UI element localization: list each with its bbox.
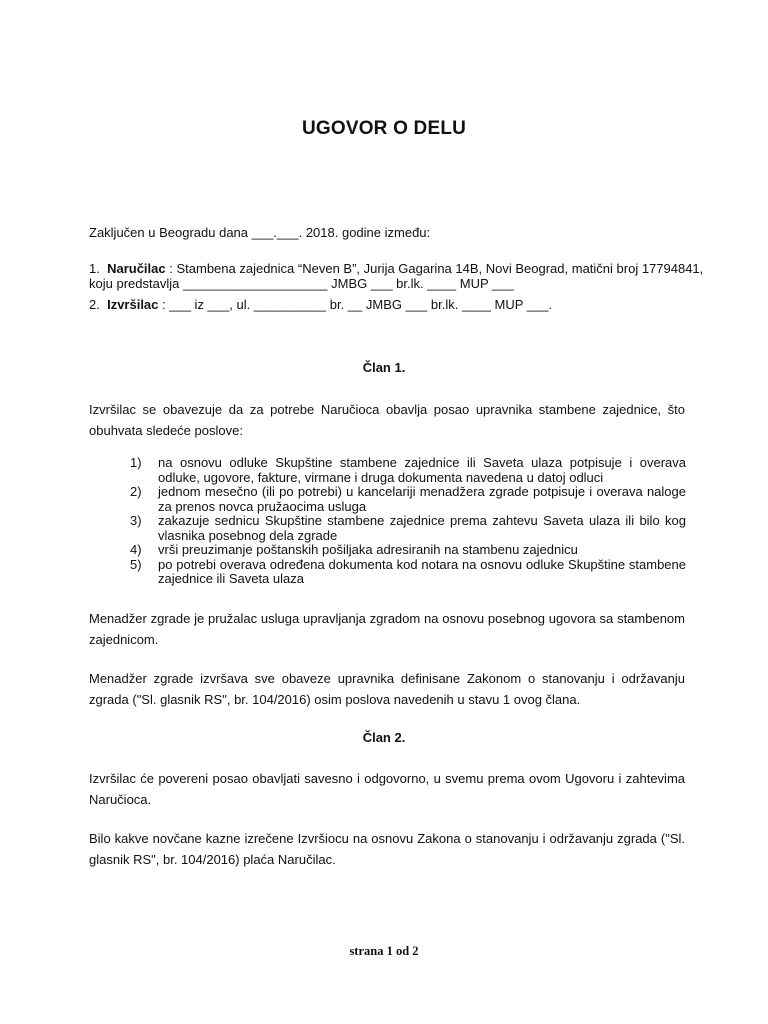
list-item-number: 3) <box>130 513 142 528</box>
article-2-paragraph-2: Bilo kakve novčane kazne izrečene Izvršiocu na osnovu Zakona o stanovanju i održavanju zgrada ("Sl. glasnik RS", br. 104/2016) plaća Naručilac. <box>89 831 685 867</box>
duties-list <box>130 456 686 587</box>
article-1-paragraph-2: Menadžer zgrade je pružalac usluga upravljanja zgradom na osnovu posebnog ugovora sa stambenom zajednicom. <box>89 611 685 647</box>
article-1-paragraph-3: Menadžer zgrade izvršava sve obaveze upravnika definisane Zakonom o stanovanju i održavanju zgrada ("Sl. glasnik RS", br. 104/2016) osim poslova navedenih u stavu 1 ovog člana. <box>89 671 685 707</box>
party-2-number: 2. <box>89 297 100 312</box>
party-1-representative: koju predstavlja ____________________ JMBG ___ br.lk. ____ MUP ___ <box>89 276 514 291</box>
list-item-text: po potrebi overava određena dokumenta kod notara na osnovu odluke Skupštine stambene zajednice ili Saveta ulaza <box>158 556 686 586</box>
party-1-text: : Stambena zajednica “Neven B”, Jurija Gagarina 14B, Novi Beograd, matični broj 17794841, <box>169 261 704 276</box>
list-item <box>130 514 686 543</box>
list-item-number: 5) <box>130 556 142 572</box>
party-1-line <box>89 261 703 276</box>
party-1-number: 1. <box>89 261 100 276</box>
list-item <box>130 456 686 485</box>
list-item-number: 4) <box>130 542 142 557</box>
party-2-line <box>89 297 552 312</box>
article-2-paragraph-1: Izvršilac će povereni posao obavljati savesno i odgovorno, u svemu prema ovom Ugovoru i zahtevima Naručioca. <box>89 771 685 807</box>
party-2-label: Izvršilac <box>107 297 159 312</box>
article-1-heading: Član 1. <box>362 360 406 375</box>
intro-line: Zaključen u Beogradu dana ___.___. 2018. godine između: <box>89 225 431 240</box>
list-item <box>130 543 686 558</box>
article-2-heading: Član 2. <box>362 730 406 745</box>
list-item <box>130 558 686 587</box>
document-title: UGOVOR O DELU <box>301 118 467 139</box>
list-item-text: zakazuje sednicu Skupštine stambene zajednice prema zahtevu Saveta ulaza ili bilo kog vlasnika posebnog dela zgrade <box>158 513 686 543</box>
party-1-label: Naručilac <box>107 261 166 276</box>
page-number-footer: strana 1 od 2 <box>349 944 419 958</box>
article-1-paragraph-1: Izvršilac se obavezuje da za potrebe Naručioca obavlja posao upravnika stambene zajednice, što obuhvata sledeće poslove: <box>89 402 685 438</box>
list-item-number: 1) <box>130 455 142 470</box>
list-item-text: vrši preuzimanje poštanskih pošiljaka adresiranih na stambenu zajednicu <box>158 542 578 557</box>
list-item-text: na osnovu odluke Skupštine stambene zajednice ili Saveta ulaza potpisuje i overava odluke, ugovore, fakture, virmane i druga dokumenta navedena u datoj odluci <box>158 455 686 485</box>
list-item-text: jednom mesečno (ili po potrebi) u kancelariji menadžera zgrade potpisuje i overava naloge za prenos novca pružaocima usluga <box>158 484 686 514</box>
party-2-text: : ___ iz ___, ul. __________ br. __ JMBG ___ br.lk. ____ MUP ___. <box>162 297 553 312</box>
list-item <box>130 485 686 514</box>
list-item-number: 2) <box>130 484 142 499</box>
